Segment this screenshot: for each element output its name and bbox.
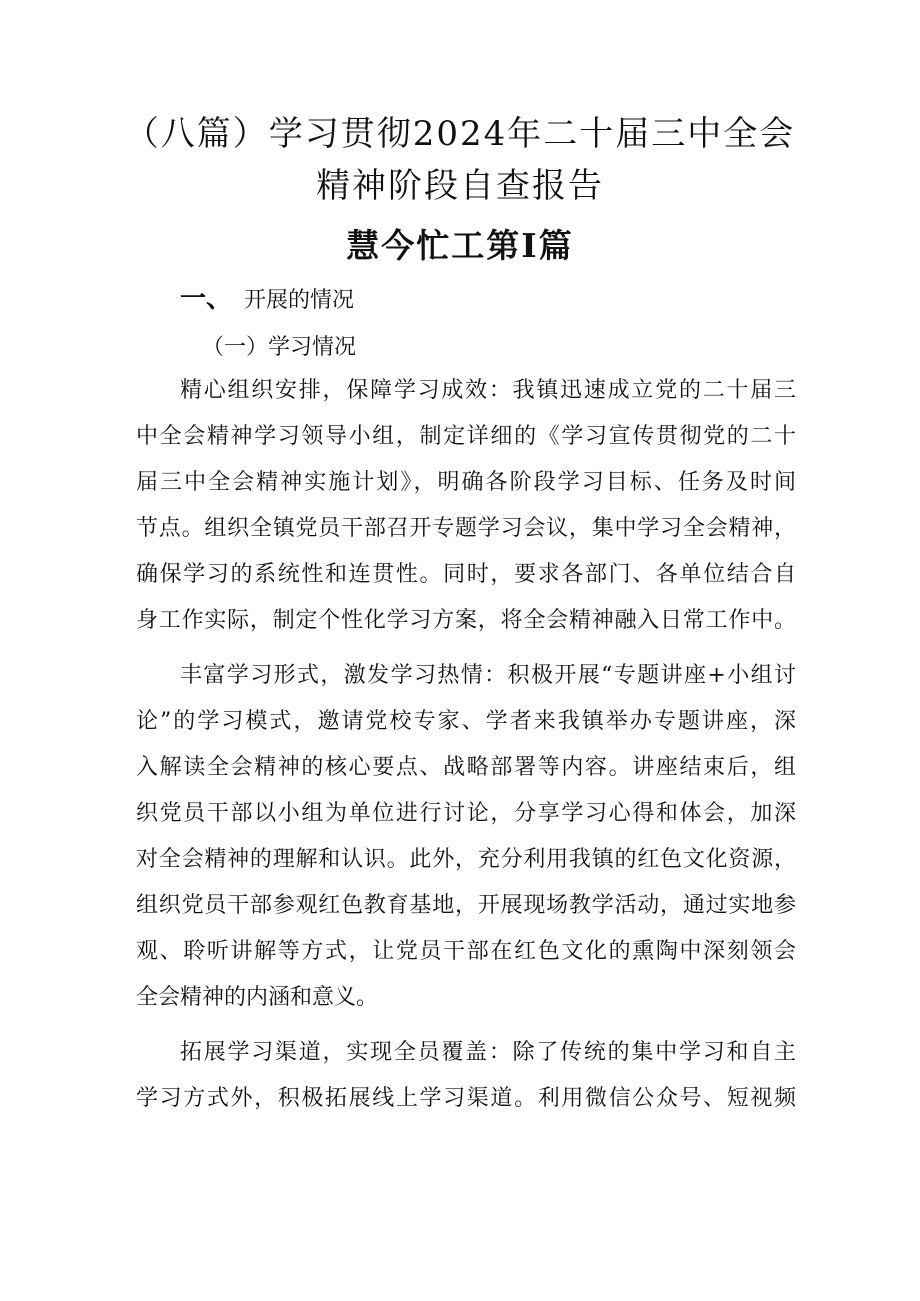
section-number: 一、 (180, 284, 233, 314)
document-subtitle: 慧今忙工第I篇 (346, 226, 574, 265)
paragraph-line: 届三中全会精神实施计划》，明确各阶段学习目标、任务及时间 (136, 470, 796, 495)
paragraph-line: 入解读全会精神的核心要点、战略部署等内容。讲座结束后，组 (136, 755, 796, 780)
subsection-heading: （一）学习情况 (202, 335, 357, 360)
paragraph-line: 论”的学习模式，邀请党校专家、学者来我镇举办专题讲座，深 (136, 709, 796, 734)
paragraph-line: 身工作实际，制定个性化学习方案，将全会精神融入日常工作中。 (136, 608, 796, 633)
paragraph-line: 学习方式外，积极拓展线上学习渠道。利用微信公众号、短视频 (136, 1086, 796, 1111)
section-heading-text: 开展的情况 (244, 288, 355, 313)
paragraph-line: 节点。组织全镇党员干部召开专题学习会议，集中学习全会精神， (136, 516, 796, 541)
paragraph-line: 确保学习的系统性和连贯性。同时，要求各部门、各单位结合自 (136, 562, 796, 587)
paragraph-line: 丰富学习形式，激发学习热情：积极开展“专题讲座+小组讨 (180, 663, 796, 688)
paragraph-line: 全会精神的内涵和意义。 (136, 985, 379, 1010)
paragraph-line: 中全会精神学习领导小组，制定详细的《学习宣传贯彻党的二十 (136, 424, 796, 449)
paragraph-line: 拓展学习渠道，实现全员覆盖：除了传统的集中学习和自主 (180, 1040, 796, 1065)
document-title-line-1: （八篇）学习贯彻2024年二十届三中全会 (124, 114, 796, 154)
paragraph-line: 织党员干部以小组为单位进行讨论，分享学习心得和体会，加深 (136, 801, 796, 826)
paragraph-line: 观、聆听讲解等方式，让党员干部在红色文化的熏陶中深刻领会 (136, 939, 796, 964)
document-title-line-2: 精神阶段自查报告 (316, 166, 604, 206)
paragraph-line: 组织党员干部参观红色教育基地，开展现场教学活动，通过实地参 (136, 893, 796, 918)
paragraph-line: 精心组织安排，保障学习成效：我镇迅速成立党的二十届三 (180, 378, 796, 403)
section-heading (180, 278, 354, 315)
paragraph-line: 对全会精神的理解和认识。此外，充分利用我镇的红色文化资源， (136, 847, 796, 872)
